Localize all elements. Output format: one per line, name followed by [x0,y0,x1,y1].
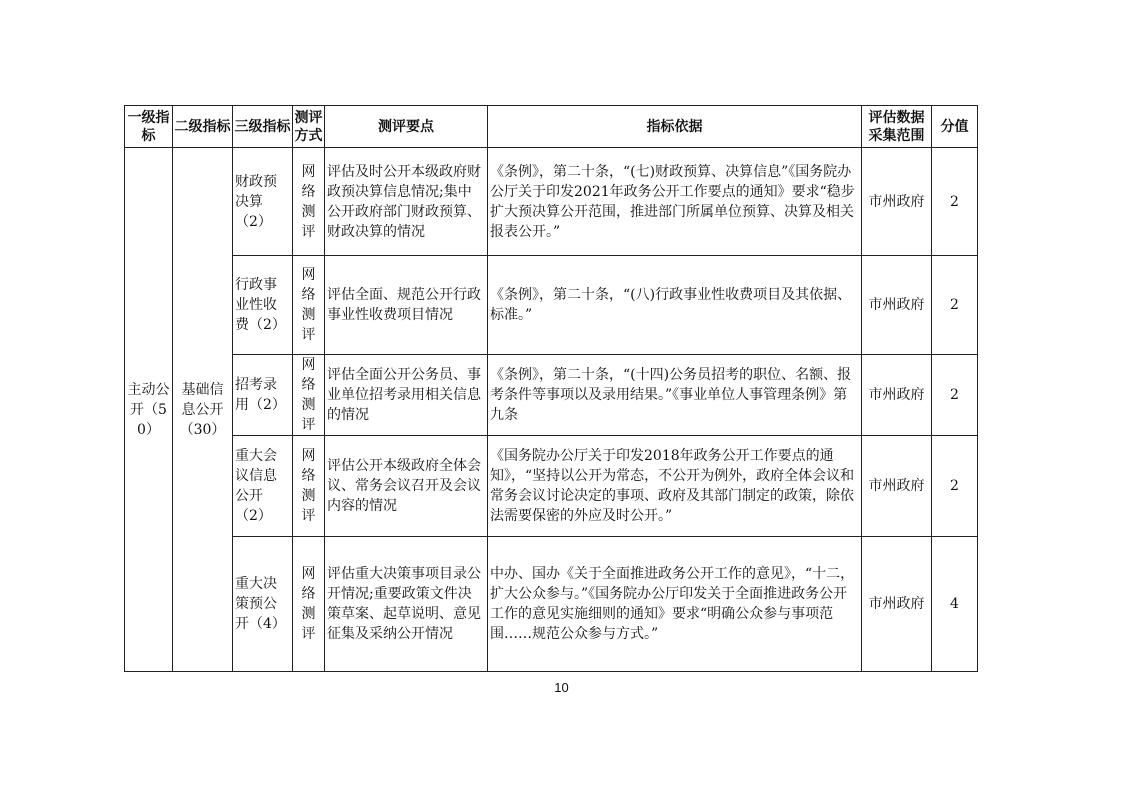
scope-cell: 市州政府 [862,436,932,537]
level1-cell: 主动公开（50） [125,148,173,672]
header-row [125,106,978,148]
basis-cell: 中办、国办《关于全面推进政务公开工作的意见》，“十二，扩大公众参与。”《国务院办公厅印发关于全面推进政务公开工作的意见实施细则的通知》要求“明确公众参与事项范围……规范公众参与方式。” [488,537,862,672]
scope-cell: 市州政府 [862,537,932,672]
basis-cell: 《条例》，第二十条，“(七)财政预算、决算信息”《国务院办公厅关于印发2021年政务公开工作要点的通知》要求“稳步扩大预决算公开范围，推进部门所属单位预算、决算及相关报表公开。” [488,148,862,256]
points-cell: 评估及时公开本级政府财政预决算信息情况;集中公开政府部门财政预算、财政决算的情况 [325,148,488,256]
header-method: 测评方式 [293,106,325,148]
method-cell: 网络测评 [293,436,325,537]
header-scope: 评估数据采集范围 [862,106,932,148]
level3-cell: 重大会议信息公开（2） [233,436,293,537]
header-level2: 二级指标 [173,106,233,148]
page-number: 10 [554,680,569,695]
table-row [125,148,978,256]
table-row [125,256,978,355]
points-cell: 评估公开本级政府全体会议、常务会议召开及会议内容的情况 [325,436,488,537]
score-cell: 2 [932,148,978,256]
level3-cell: 行政事业性收费（2） [233,256,293,355]
table-row [125,537,978,672]
method-cell: 网络测评 [293,537,325,672]
points-cell: 评估全面公开公务员、事业单位招考录用相关信息的情况 [325,355,488,436]
score-cell: 4 [932,537,978,672]
header-basis: 指标依据 [488,106,862,148]
header-score: 分值 [932,106,978,148]
evaluation-table [124,105,978,672]
basis-cell: 《条例》，第二十条，“(八)行政事业性收费项目及其依据、标准。” [488,256,862,355]
basis-cell: 《条例》，第二十条，“(十四)公务员招考的职位、名额、报考条件等事项以及录用结果。”《事业单位人事管理条例》第九条 [488,355,862,436]
level3-cell: 重大决策预公开（4） [233,537,293,672]
points-cell: 评估重大决策事项目录公开情况;重要政策文件决策草案、起草说明、意见征集及采纳公开情况 [325,537,488,672]
header-points: 测评要点 [325,106,488,148]
scope-cell: 市州政府 [862,256,932,355]
level2-cell: 基础信息公开（30） [173,148,233,672]
score-cell: 2 [932,436,978,537]
table-row [125,436,978,537]
scope-cell: 市州政府 [862,355,932,436]
points-cell: 评估全面、规范公开行政事业性收费项目情况 [325,256,488,355]
method-cell: 网络测评 [293,256,325,355]
score-cell: 2 [932,256,978,355]
header-level1: 一级指标 [125,106,173,148]
level3-cell: 财政预决算（2） [233,148,293,256]
basis-cell: 《国务院办公厅关于印发2018年政务公开工作要点的通知》，“坚持以公开为常态，不公开为例外，政府全体会议和常务会议讨论决定的事项、政府及其部门制定的政策，除依法需要保密的外应及时公开。” [488,436,862,537]
header-level3: 三级指标 [233,106,293,148]
scope-cell: 市州政府 [862,148,932,256]
level3-cell: 招考录用（2） [233,355,293,436]
method-cell: 网络测评 [293,148,325,256]
score-cell: 2 [932,355,978,436]
table-row [125,355,978,436]
method-cell: 网络测评 [293,355,325,436]
